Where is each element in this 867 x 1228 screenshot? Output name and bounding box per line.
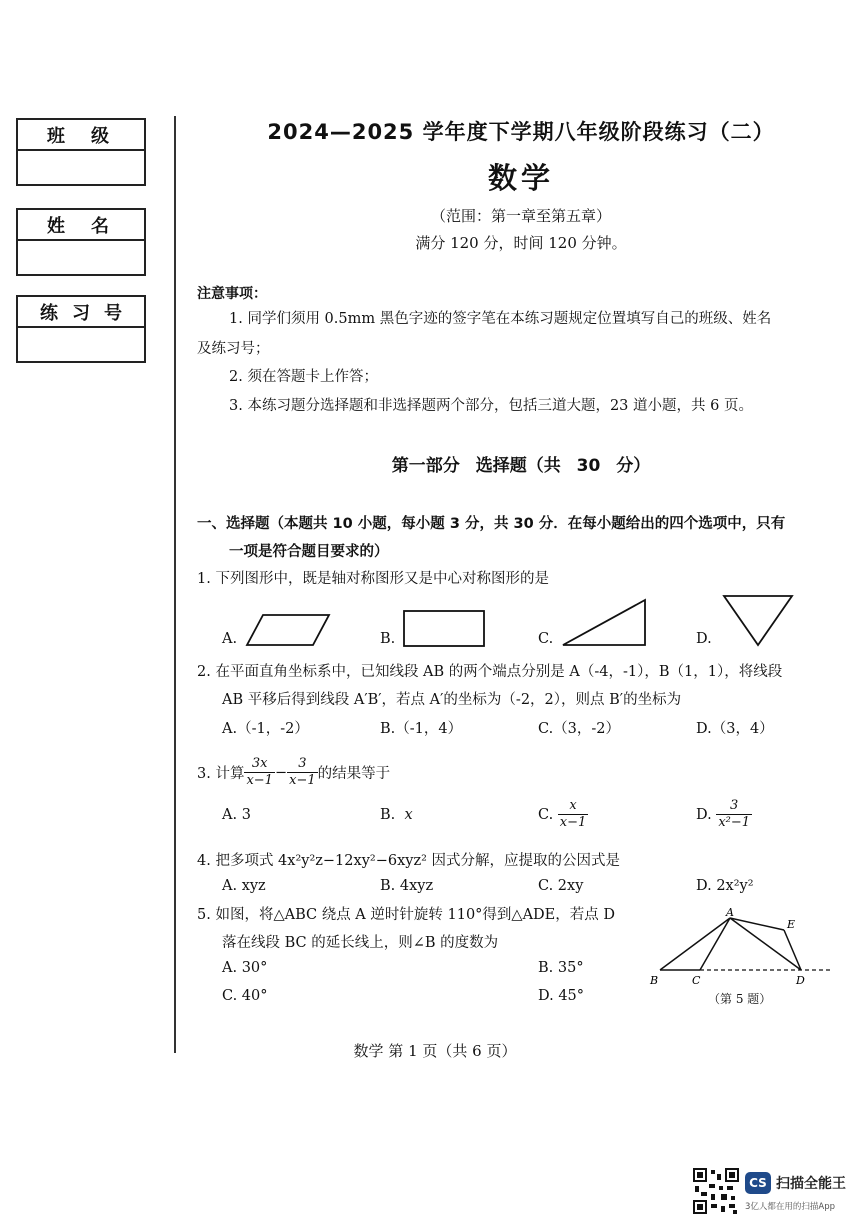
q5-figure-caption: （第 5 题）	[708, 992, 772, 1006]
q2-option-c: C.（3，-2）	[538, 721, 621, 737]
q4-stem: 4. 把多项式 4x²y²z−12xy²−6xyz² 因式分解，应提取的公因式是	[197, 853, 620, 869]
rectangle-figure	[402, 609, 488, 649]
q5-option-c: C. 40°	[222, 988, 268, 1004]
q3-option-c-fraction	[558, 798, 589, 831]
q3-option-d-label: D.	[696, 806, 712, 823]
note-item: 1. 同学们须用 0.5mm 黑色字迹的签字笔在本练习题规定位置填写自己的班级、姓名	[229, 311, 772, 327]
q1-option-d: D.	[696, 631, 712, 647]
name-field	[18, 241, 144, 274]
figure-label-a: A	[726, 906, 734, 919]
q2-option-b: B.（-1，4）	[380, 721, 463, 737]
q3-option-b	[380, 807, 413, 823]
subject-title: 数学	[487, 161, 554, 195]
figure-label-e: E	[787, 918, 796, 931]
note-item: 2. 须在答题卡上作答；	[229, 369, 378, 385]
q3-fraction-1	[244, 756, 275, 789]
class-label: 班级	[18, 120, 144, 151]
q3-option-c-den: x−1	[559, 815, 587, 830]
note-item: 3. 本练习题分选择题和非选择题两个部分，包括三道大题，23 道小题，共 6 页。	[229, 398, 753, 414]
notes-heading: 注意事项：	[197, 286, 267, 302]
q1-option-a: A.	[222, 631, 238, 647]
q1-stem: 1. 下列图形中，既是轴对称图形又是中心对称图形的是	[197, 571, 549, 587]
q5-geometry-figure	[644, 904, 834, 994]
q4-option-c: C. 2xy	[538, 878, 584, 894]
name-box	[16, 208, 146, 276]
q3-frac2-num: 3	[287, 756, 318, 773]
q3-minus: −	[274, 764, 288, 781]
exam-title: 2024—2025 学年度下学期八年级阶段练习（二）	[267, 120, 775, 144]
q3-option-b-label: B.	[380, 807, 396, 823]
q2-line2: AB 平移后得到线段 A′B′，若点 A′的坐标为（-2，2），则点 B′的坐标为	[222, 692, 682, 708]
q5-option-d: D. 45°	[538, 988, 585, 1004]
camscanner-name: 扫描全能王	[776, 1176, 846, 1192]
q3-frac1-den: x−1	[246, 773, 273, 788]
exam-number-label: 练习号	[18, 297, 144, 328]
q2-option-a: A.（-1，-2）	[222, 721, 309, 737]
exam-number-box	[16, 295, 146, 363]
class-field	[18, 151, 144, 184]
q3-prefix: 3. 计算	[197, 766, 245, 782]
q4-option-b: B. 4xyz	[380, 878, 434, 894]
q5-option-b: B. 35°	[538, 960, 584, 976]
q3-option-a: A. 3	[222, 807, 251, 823]
q3-option-d-fraction	[716, 798, 752, 831]
binding-line	[174, 116, 176, 1053]
note-item: 及练习号；	[197, 341, 270, 357]
q2-option-d: D.（3，4）	[696, 721, 774, 737]
q5-line1: 5. 如图，将△ABC 绕点 A 逆时针旋转 110°得到△ADE，若点 D	[197, 907, 615, 923]
qr-code-icon	[693, 1168, 739, 1214]
q4-option-a: A. xyz	[222, 878, 266, 894]
q3-option-b-value: x	[404, 807, 413, 823]
class-box	[16, 118, 146, 186]
q3-option-d-num: 3	[716, 798, 752, 815]
exam-number-field	[18, 328, 144, 361]
figure-label-b: B	[650, 974, 659, 987]
exam-score-time: 满分 120 分，时间 120 分钟。	[415, 234, 627, 252]
part1-title: 第一部分 选择题（共 30 分）	[391, 456, 651, 476]
camscanner-logo: CS	[745, 1172, 771, 1194]
exam-scope: （范围：第一章至第五章）	[430, 207, 611, 225]
parallelogram-figure	[245, 612, 331, 648]
figure-label-c: C	[692, 974, 701, 987]
q5-line2: 落在线段 BC 的延长线上，则∠B 的度数为	[222, 935, 499, 951]
q3-option-c-num: x	[558, 798, 589, 815]
q1-option-c: C.	[538, 631, 554, 647]
section1-instructions	[197, 510, 837, 566]
section1-line1: 一、选择题（本题共 10 小题，每小题 3 分，共 30 分．在每小题给出的四个选项中，只有	[197, 516, 786, 532]
q3-stem	[197, 756, 390, 789]
q3-frac1-num: 3x	[244, 756, 275, 773]
inverted-triangle-figure	[722, 594, 794, 648]
q3-suffix: 的结果等于	[317, 766, 391, 782]
camscanner-tagline: 3亿人都在用的扫描App	[745, 1202, 836, 1212]
q2-line1: 2. 在平面直角坐标系中，已知线段 AB 的两个端点分别是 A（-4，-1），B（1，1），将线段	[197, 664, 783, 680]
q4-option-d: D. 2x²y²	[696, 878, 754, 894]
q3-option-c	[538, 798, 588, 831]
page-footer: 数学 第 1 页（共 6 页）	[353, 1042, 517, 1060]
section1-line2: 一项是符合题目要求的）	[229, 544, 389, 560]
q3-option-d-den: x²−1	[718, 815, 751, 830]
q5-option-a: A. 30°	[222, 960, 268, 976]
q3-option-c-label: C.	[538, 806, 554, 823]
q3-option-d	[696, 798, 752, 831]
figure-label-d: D	[796, 974, 805, 987]
name-label: 姓名	[18, 210, 144, 241]
q3-fraction-2	[287, 756, 318, 789]
right-triangle-figure	[560, 597, 650, 649]
q3-frac2-den: x−1	[289, 773, 316, 788]
q1-option-b: B.	[380, 631, 396, 647]
